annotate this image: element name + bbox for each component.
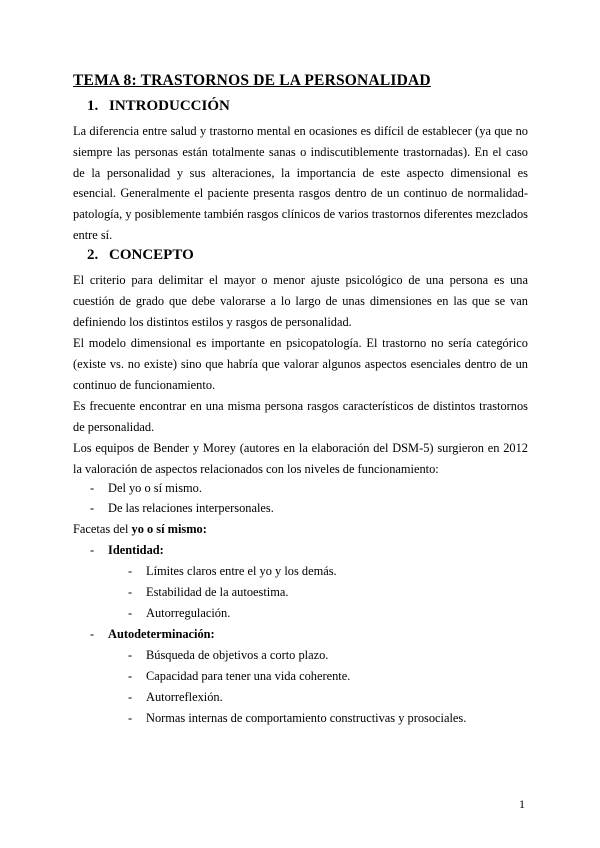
- section-heading-concepto: [87, 247, 194, 264]
- identity-item: Estabilidad de la autoestima.: [146, 585, 289, 599]
- list-dash: -: [90, 501, 95, 515]
- list-dash: -: [128, 690, 133, 704]
- list-dash: -: [128, 648, 133, 662]
- list-dash: -: [128, 564, 133, 578]
- list-item-level: Del yo o sí mismo.: [108, 481, 202, 495]
- self-direction-item: Capacidad para tener una vida coherente.: [146, 669, 351, 683]
- section-heading-introduccion: [87, 98, 230, 115]
- list-dash: -: [128, 585, 133, 599]
- concept-paragraph-4: Los equipos de Bender y Morey (autores en la elaboración del DSM-5) surgieron en 2012 la valoración de aspectos relacionados con los niveles de funcionamiento:: [73, 441, 528, 476]
- list-dash: -: [128, 669, 133, 683]
- list-dash: -: [90, 627, 95, 641]
- concept-paragraph-2: El modelo dimensional es importante en psicopatología. El trastorno no sería categórico (existe vs. no existe) sino que habría que valorar algunos aspectos esenciales dentro de un continuo de funcionamiento.: [73, 336, 528, 392]
- facets-line: [73, 522, 207, 537]
- intro-paragraph: La diferencia entre salud y trastorno mental en ocasiones es difícil de establecer (ya que no siempre las personas están totalmente sanas o indiscutiblemente trastornadas). En el caso de la personalidad y sus alteraciones, la importancia de este aspecto dimensional es esencial. Generalmente el paciente presenta rasgos dentro de un continuo de normalidad-patología, y posiblemente también rasgos clínicos de varios trastornos diferentes mezclados entre sí.: [73, 124, 528, 242]
- section-title: CONCEPTO: [109, 247, 194, 263]
- page-number: 1: [519, 797, 525, 811]
- list-dash: -: [90, 481, 95, 495]
- self-direction-item: Búsqueda de objetivos a corto plazo.: [146, 648, 329, 662]
- identity-item: Autorregulación.: [146, 606, 231, 620]
- list-dash: -: [128, 606, 133, 620]
- section-number: 1.: [87, 98, 99, 114]
- facets-bold: yo o sí mismo:: [131, 522, 207, 536]
- list-dash: -: [128, 711, 133, 725]
- section-title: INTRODUCCIÓN: [109, 98, 230, 114]
- concept-paragraph-1: El criterio para delimitar el mayor o menor ajuste psicológico de una persona es una cuestión de grado que debe valorarse a lo largo de unas dimensiones en las que se van definiendo los distintos estilos y rasgos de personalidad.: [73, 273, 528, 329]
- concept-paragraph-3: Es frecuente encontrar en una misma persona rasgos característicos de distintos trastornos de personalidad.: [73, 399, 528, 434]
- list-item-level: De las relaciones interpersonales.: [108, 501, 274, 515]
- identity-item: Límites claros entre el yo y los demás.: [146, 564, 337, 578]
- list-dash: -: [90, 543, 95, 557]
- facets-prefix: Facetas del: [73, 522, 132, 536]
- document-title: TEMA 8: TRASTORNOS DE LA PERSONALIDAD: [73, 72, 431, 89]
- self-direction-item: Normas internas de comportamiento constructivas y prosociales.: [146, 711, 467, 725]
- self-direction-label: Autodeterminación:: [108, 627, 215, 641]
- section-number: 2.: [87, 247, 99, 263]
- identity-label: Identidad:: [108, 543, 164, 557]
- self-direction-item: Autorreflexión.: [146, 690, 223, 704]
